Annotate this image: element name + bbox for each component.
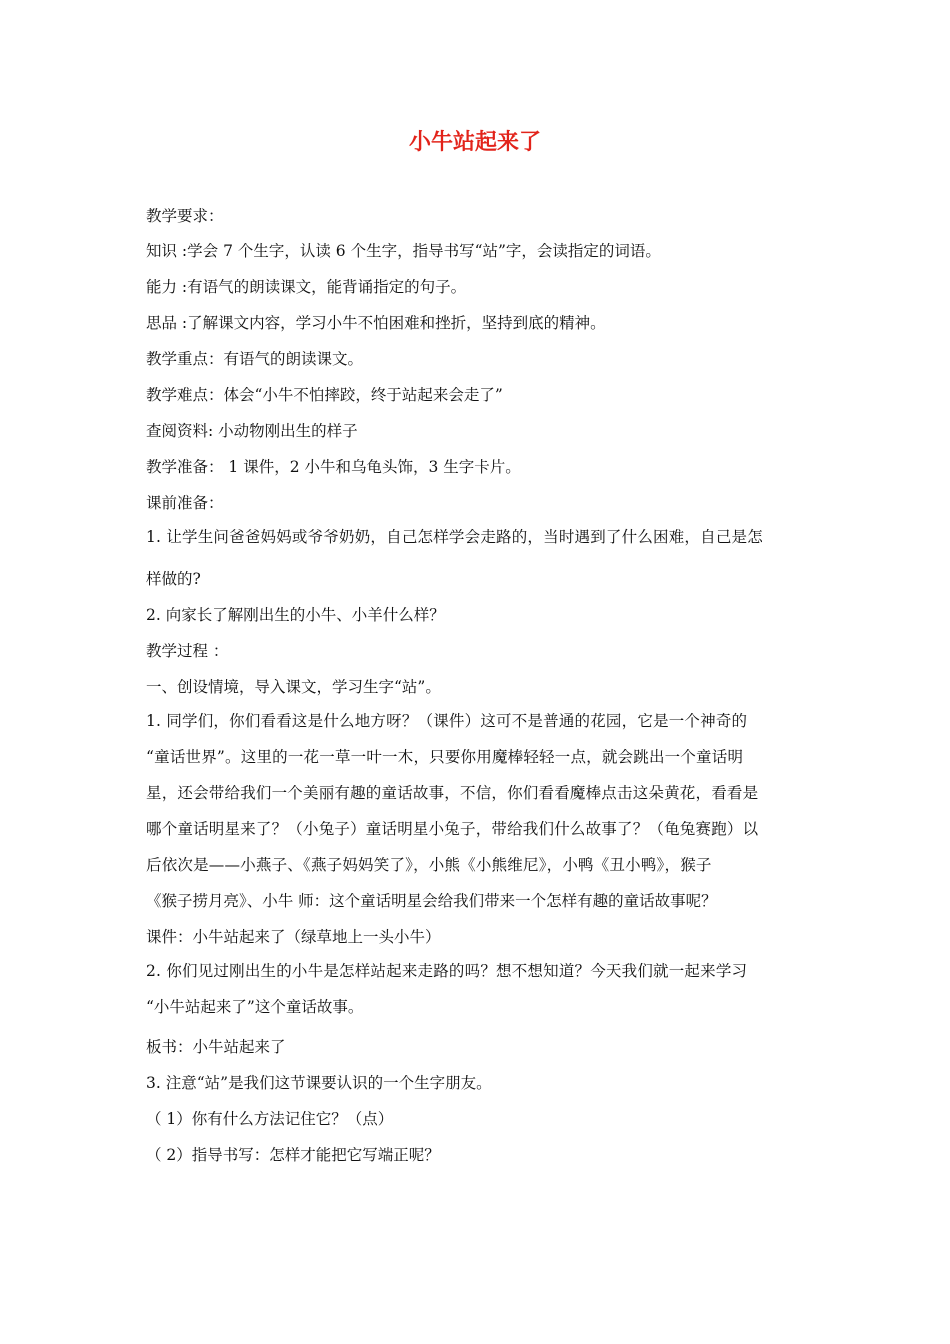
text-line: 课前准备： — [146, 494, 224, 512]
text-line: 查阅资料: 小动物刚出生的样子 — [146, 422, 358, 440]
text-line: 知识 :学会 7 个生字，认读 6 个生字，指导书写“站”字，会读指定的词语。 — [146, 242, 661, 260]
text-line: 《猴子捞月亮》、小牛 师：这个童话明星会给我们带来一个怎样有趣的童话故事呢？ — [146, 892, 717, 910]
text-line: 教学过程 ： — [146, 642, 229, 660]
text-line: 后依次是——小燕子、《燕子妈妈笑了》，小熊《小熊维尼》，小鸭《丑小鸭》，猴子 — [146, 856, 712, 874]
text-line: 样做的? — [146, 570, 201, 588]
text-line: 教学要求： — [146, 207, 224, 225]
text-line: “童话世界”。这里的一花一草一叶一木，只要你用魔棒轻轻一点，就会跳出一个童话明 — [146, 748, 744, 766]
text-line: 思品 :了解课文内容，学习小牛不怕困难和挫折，坚持到底的精神。 — [146, 314, 606, 332]
text-line: （ 2）指导书写：怎样才能把它写端正呢？ — [146, 1146, 440, 1164]
text-line: 3. 注意“站”是我们这节课要认识的一个生字朋友。 — [146, 1074, 492, 1092]
text-line: 哪个童话明星来了？（小兔子）童话明星小兔子，带给我们什么故事了？（龟兔赛跑）以 — [146, 820, 759, 838]
text-line: 星，还会带给我们一个美丽有趣的童话故事，不信，你们看看魔棒点击这朵黄花，看看是 — [146, 784, 759, 802]
text-line: 能力 :有语气的朗读课文，能背诵指定的句子。 — [146, 278, 467, 296]
text-line: 1. 让学生问爸爸妈妈或爷爷奶奶，自己怎样学会走路的，当时遇到了什么困难，自己是怎 — [146, 528, 763, 546]
text-line: 教学准备： 1 课件，2 小牛和乌龟头饰，3 生字卡片。 — [146, 458, 521, 476]
text-line: 课件：小牛站起来了（绿草地上一头小牛） — [146, 928, 441, 946]
text-line: 教学重点：有语气的朗读课文。 — [146, 350, 364, 368]
text-line: （ 1）你有什么方法记住它？（点） — [146, 1110, 394, 1128]
text-line: 2. 你们见过刚出生的小牛是怎样站起来走路的吗？想不想知道？今天我们就一起来学习 — [146, 962, 748, 980]
text-line: 教学难点：体会“小牛不怕摔跤，终于站起来会走了” — [146, 386, 503, 404]
text-line: “小牛站起来了”这个童话故事。 — [146, 998, 364, 1016]
document-title: 小牛站起来了 — [408, 130, 541, 155]
text-line: 一、创设情境，导入课文，学习生字“站”。 — [146, 678, 441, 696]
text-line: 板书：小牛站起来了 — [146, 1038, 286, 1056]
text-line: 2. 向家长了解刚出生的小牛、小羊什么样？ — [146, 606, 445, 624]
text-line: 1. 同学们，你们看看这是什么地方呀？（课件）这可不是普通的花园，它是一个神奇的 — [146, 712, 748, 730]
